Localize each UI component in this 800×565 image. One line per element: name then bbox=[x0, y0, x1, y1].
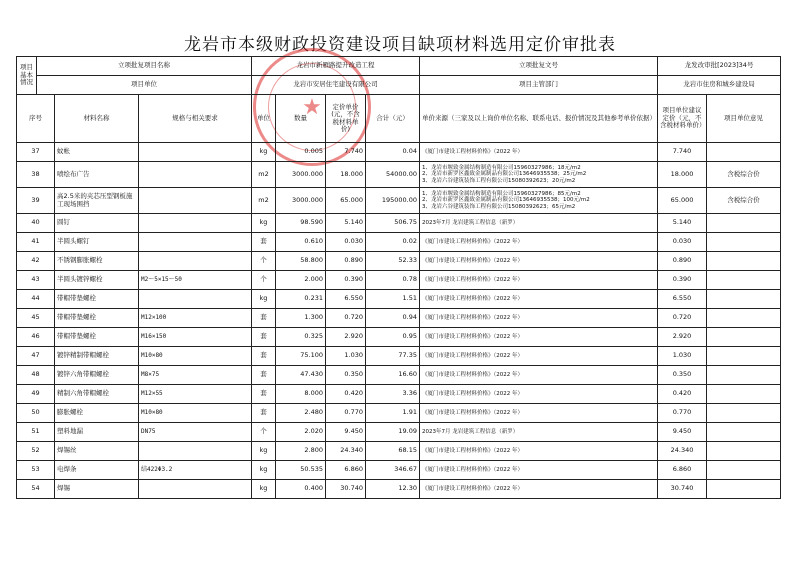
cell-spec: DN75 bbox=[139, 423, 252, 442]
cell-material-name: 带帽带垫螺栓 bbox=[55, 290, 139, 309]
source-line: 《厦门市建设工程材料价格》（2022 年） bbox=[422, 485, 523, 492]
cell-unit: 套 bbox=[252, 385, 276, 404]
cell-remark bbox=[707, 404, 781, 423]
cell-remark: 含税综合价 bbox=[707, 188, 781, 214]
cell-unit-price: 6.860 bbox=[326, 461, 366, 480]
cell-source bbox=[420, 252, 658, 271]
cell-seq: 51 bbox=[17, 423, 55, 442]
cell-seq: 53 bbox=[17, 461, 55, 480]
project-name-label: 立项批复项目名称 bbox=[37, 57, 252, 76]
cell-total: 1.91 bbox=[366, 404, 420, 423]
table-row bbox=[17, 271, 781, 290]
cell-unit: kg bbox=[252, 442, 276, 461]
source-line: 《厦门市建设工程材料价格》（2022 年） bbox=[422, 409, 523, 416]
cell-seq: 54 bbox=[17, 480, 55, 499]
table-row bbox=[17, 328, 781, 347]
cell-material-name: 半圆头螺钉 bbox=[55, 233, 139, 252]
cell-material-name: 带帽带垫螺栓 bbox=[55, 309, 139, 328]
cell-remark: 含税综合价 bbox=[707, 162, 781, 188]
cell-total: 0.94 bbox=[366, 309, 420, 328]
cell-source bbox=[420, 347, 658, 366]
source-line: 2023年7月 龙岩建筑工程信息（新罗） bbox=[422, 428, 519, 435]
cell-unit-price: 0.350 bbox=[326, 366, 366, 385]
cell-source bbox=[420, 271, 658, 290]
cell-approved-price: 18.000 bbox=[658, 162, 707, 188]
cell-total: 0.95 bbox=[366, 328, 420, 347]
material-rows bbox=[17, 143, 781, 499]
cell-qty: 2.020 bbox=[276, 423, 326, 442]
table-row bbox=[17, 143, 781, 162]
cell-source bbox=[420, 366, 658, 385]
cell-unit: 套 bbox=[252, 233, 276, 252]
cell-seq: 42 bbox=[17, 252, 55, 271]
cell-remark bbox=[707, 290, 781, 309]
cell-seq: 38 bbox=[17, 162, 55, 188]
cell-material-name: 镀锌六角带帽螺栓 bbox=[55, 366, 139, 385]
source-line: 3、龙岩六谷建筑装饰工程有限公司15080392623；20元/m2 bbox=[422, 177, 576, 184]
project-unit-value: 龙岩市安居住宅建设有限公司 bbox=[252, 76, 420, 95]
cell-remark bbox=[707, 385, 781, 404]
col-unit-price: 定价单价(元，不含税材料单价) bbox=[326, 95, 366, 143]
cell-remark bbox=[707, 347, 781, 366]
cell-unit-price: 0.030 bbox=[326, 233, 366, 252]
cell-approved-price: 30.740 bbox=[658, 480, 707, 499]
source-line: 《厦门市建设工程材料价格》（2022 年） bbox=[422, 238, 523, 245]
cell-approved-price: 5.140 bbox=[658, 214, 707, 233]
cell-material-name: 膨胀螺栓 bbox=[55, 404, 139, 423]
cell-unit: 个 bbox=[252, 271, 276, 290]
cell-source bbox=[420, 143, 658, 162]
cell-source bbox=[420, 162, 658, 188]
cell-approved-price: 0.890 bbox=[658, 252, 707, 271]
cell-total: 346.67 bbox=[366, 461, 420, 480]
source-line: 《厦门市建设工程材料价格》（2022 年） bbox=[422, 466, 523, 473]
cell-approved-price: 0.770 bbox=[658, 404, 707, 423]
cell-total: 195000.00 bbox=[366, 188, 420, 214]
cell-spec: M10×80 bbox=[139, 404, 252, 423]
cell-seq: 47 bbox=[17, 347, 55, 366]
cell-qty: 47.430 bbox=[276, 366, 326, 385]
cell-total: 16.60 bbox=[366, 366, 420, 385]
cell-unit-price: 0.720 bbox=[326, 309, 366, 328]
source-line: 《厦门市建设工程材料价格》（2022 年） bbox=[422, 257, 523, 264]
approval-no-value: 龙发改审批[2023]34号 bbox=[658, 57, 781, 76]
cell-spec bbox=[139, 214, 252, 233]
cell-unit: 套 bbox=[252, 309, 276, 328]
cell-seq: 44 bbox=[17, 290, 55, 309]
table-row bbox=[17, 233, 781, 252]
cell-total: 3.36 bbox=[366, 385, 420, 404]
cell-approved-price: 0.390 bbox=[658, 271, 707, 290]
cell-remark bbox=[707, 252, 781, 271]
cell-source bbox=[420, 461, 658, 480]
column-header-row bbox=[17, 95, 781, 143]
table-row bbox=[17, 423, 781, 442]
table-row bbox=[17, 188, 781, 214]
table-row bbox=[17, 162, 781, 188]
source-line: 2、龙岩市新罗区鑫致金属制品有限公司13646935538；100元/m2 bbox=[422, 197, 590, 204]
cell-spec bbox=[139, 143, 252, 162]
cell-unit-price: 5.140 bbox=[326, 214, 366, 233]
cell-total: 19.09 bbox=[366, 423, 420, 442]
cell-source bbox=[420, 290, 658, 309]
table-row bbox=[17, 252, 781, 271]
table-row bbox=[17, 404, 781, 423]
cell-material-name: 蚊帐 bbox=[55, 143, 139, 162]
cell-material-name: 不锈钢膨胀螺栓 bbox=[55, 252, 139, 271]
cell-qty: 8.000 bbox=[276, 385, 326, 404]
cell-spec bbox=[139, 162, 252, 188]
header-row-project-unit bbox=[17, 76, 781, 95]
cell-approved-price: 1.030 bbox=[658, 347, 707, 366]
cell-unit: m2 bbox=[252, 162, 276, 188]
source-line: 3、龙岩六谷建筑装饰工程有限公司15080392623；65元/m2 bbox=[422, 203, 576, 210]
cell-remark bbox=[707, 461, 781, 480]
cell-approved-price: 6.550 bbox=[658, 290, 707, 309]
cell-spec: M10×80 bbox=[139, 347, 252, 366]
cell-unit-price: 65.000 bbox=[326, 188, 366, 214]
cell-source bbox=[420, 423, 658, 442]
source-line: 2023年7月 龙岩建筑工程信息（新罗） bbox=[422, 219, 519, 226]
cell-spec: M12×55 bbox=[139, 385, 252, 404]
cell-material-name: 高2.5米的夹芯压型钢板施工现场围挡 bbox=[55, 188, 139, 214]
cell-spec: M12×100 bbox=[139, 309, 252, 328]
cell-unit: 套 bbox=[252, 404, 276, 423]
cell-approved-price: 2.920 bbox=[658, 328, 707, 347]
cell-qty: 2.800 bbox=[276, 442, 326, 461]
cell-total: 0.02 bbox=[366, 233, 420, 252]
table-row bbox=[17, 385, 781, 404]
cell-total: 1.51 bbox=[366, 290, 420, 309]
cell-spec bbox=[139, 233, 252, 252]
project-name-value: 龙岩市新雁路提升改造工程 bbox=[252, 57, 420, 76]
cell-remark bbox=[707, 143, 781, 162]
col-seq: 序号 bbox=[17, 95, 55, 143]
cell-unit: 套 bbox=[252, 347, 276, 366]
cell-qty: 58.800 bbox=[276, 252, 326, 271]
source-line: 《厦门市建设工程材料价格》（2022 年） bbox=[422, 314, 523, 321]
cell-spec bbox=[139, 290, 252, 309]
col-total: 合计（元） bbox=[366, 95, 420, 143]
cell-seq: 52 bbox=[17, 442, 55, 461]
project-unit-label: 项目单位 bbox=[37, 76, 252, 95]
cell-unit-price: 30.740 bbox=[326, 480, 366, 499]
source-line: 2、龙岩市新罗区鑫致金属制品有限公司13646935538；25元/m2 bbox=[422, 171, 587, 178]
source-line: 《厦门市建设工程材料价格》（2022 年） bbox=[422, 371, 523, 378]
cell-material-name: 镀锌精制带帽螺栓 bbox=[55, 347, 139, 366]
cell-unit: kg bbox=[252, 143, 276, 162]
cell-unit-price: 0.770 bbox=[326, 404, 366, 423]
col-name: 材料名称 bbox=[55, 95, 139, 143]
table-row bbox=[17, 480, 781, 499]
cell-unit: m2 bbox=[252, 188, 276, 214]
cell-spec bbox=[139, 252, 252, 271]
cell-remark bbox=[707, 271, 781, 290]
official-seal-stamp: ★ bbox=[253, 48, 371, 166]
cell-total: 0.04 bbox=[366, 143, 420, 162]
cell-unit-price: 24.340 bbox=[326, 442, 366, 461]
approval-no-label: 立项批复文号 bbox=[420, 57, 658, 76]
cell-spec: M8×75 bbox=[139, 366, 252, 385]
cell-qty: 2.000 bbox=[276, 271, 326, 290]
source-line: 《厦门市建设工程材料价格》（2022 年） bbox=[422, 447, 523, 454]
cell-qty: 0.231 bbox=[276, 290, 326, 309]
cell-material-name: 精制六角带帽螺栓 bbox=[55, 385, 139, 404]
cell-source bbox=[420, 309, 658, 328]
cell-approved-price: 0.420 bbox=[658, 385, 707, 404]
source-line: 《厦门市建设工程材料价格》（2022 年） bbox=[422, 352, 523, 359]
cell-unit: kg bbox=[252, 290, 276, 309]
cell-unit-price: 2.920 bbox=[326, 328, 366, 347]
cell-remark bbox=[707, 480, 781, 499]
cell-unit-price: 7.740 bbox=[326, 143, 366, 162]
cell-remark bbox=[707, 233, 781, 252]
cell-unit: 套 bbox=[252, 366, 276, 385]
cell-unit-price: 6.550 bbox=[326, 290, 366, 309]
table-row bbox=[17, 461, 781, 480]
cell-total: 0.78 bbox=[366, 271, 420, 290]
cell-approved-price: 0.350 bbox=[658, 366, 707, 385]
cell-approved-price: 24.340 bbox=[658, 442, 707, 461]
cell-qty: 3000.000 bbox=[276, 188, 326, 214]
cell-remark bbox=[707, 366, 781, 385]
cell-unit-price: 0.420 bbox=[326, 385, 366, 404]
cell-qty: 0.610 bbox=[276, 233, 326, 252]
cell-spec bbox=[139, 188, 252, 214]
cell-spec: M16×150 bbox=[139, 328, 252, 347]
cell-seq: 43 bbox=[17, 271, 55, 290]
cell-unit-price: 0.890 bbox=[326, 252, 366, 271]
cell-spec bbox=[139, 442, 252, 461]
cell-unit: kg bbox=[252, 461, 276, 480]
cell-total: 77.35 bbox=[366, 347, 420, 366]
cell-remark bbox=[707, 214, 781, 233]
table-row bbox=[17, 214, 781, 233]
cell-qty: 98.590 bbox=[276, 214, 326, 233]
cell-qty: 0.325 bbox=[276, 328, 326, 347]
cell-source bbox=[420, 404, 658, 423]
cell-unit-price: 0.390 bbox=[326, 271, 366, 290]
source-line: 《厦门市建设工程材料价格》（2022 年） bbox=[422, 148, 523, 155]
cell-seq: 45 bbox=[17, 309, 55, 328]
cell-total: 52.33 bbox=[366, 252, 420, 271]
cell-source bbox=[420, 214, 658, 233]
cell-remark bbox=[707, 309, 781, 328]
cell-material-name: 焊锡丝 bbox=[55, 442, 139, 461]
cell-spec: 结422Φ3.2 bbox=[139, 461, 252, 480]
header-row-project-name bbox=[17, 57, 781, 76]
cell-source bbox=[420, 188, 658, 214]
cell-qty: 0.005 bbox=[276, 143, 326, 162]
cell-remark bbox=[707, 423, 781, 442]
col-remark: 项目单位意见 bbox=[707, 95, 781, 143]
cell-approved-price: 6.860 bbox=[658, 461, 707, 480]
cell-source bbox=[420, 442, 658, 461]
cell-unit-price: 9.450 bbox=[326, 423, 366, 442]
cell-unit-price: 18.000 bbox=[326, 162, 366, 188]
cell-qty: 0.400 bbox=[276, 480, 326, 499]
cell-qty: 50.535 bbox=[276, 461, 326, 480]
cell-total: 54000.00 bbox=[366, 162, 420, 188]
table-row bbox=[17, 347, 781, 366]
cell-material-name: 喷绘布广告 bbox=[55, 162, 139, 188]
authority-label: 项目主管部门 bbox=[420, 76, 658, 95]
cell-material-name: 焊锡 bbox=[55, 480, 139, 499]
cell-seq: 48 bbox=[17, 366, 55, 385]
cell-approved-price: 9.450 bbox=[658, 423, 707, 442]
col-spec: 规格与相关要求 bbox=[139, 95, 252, 143]
source-line: 《厦门市建设工程材料价格》（2022 年） bbox=[422, 276, 523, 283]
cell-seq: 39 bbox=[17, 188, 55, 214]
source-line: 《厦门市建设工程材料价格》（2022 年） bbox=[422, 295, 523, 302]
cell-source bbox=[420, 233, 658, 252]
table-row bbox=[17, 309, 781, 328]
cell-approved-price: 0.030 bbox=[658, 233, 707, 252]
cell-qty: 3000.000 bbox=[276, 162, 326, 188]
cell-unit: kg bbox=[252, 214, 276, 233]
cell-seq: 49 bbox=[17, 385, 55, 404]
cell-total: 12.30 bbox=[366, 480, 420, 499]
cell-spec bbox=[139, 480, 252, 499]
cell-material-name: 塑料地漏 bbox=[55, 423, 139, 442]
col-unit: 单位 bbox=[252, 95, 276, 143]
cell-qty: 75.100 bbox=[276, 347, 326, 366]
authority-value: 龙岩市住房和城乡建设局 bbox=[658, 76, 781, 95]
source-line: 《厦门市建设工程材料价格》（2022 年） bbox=[422, 390, 523, 397]
project-info-label: 项目基本情况 bbox=[17, 57, 37, 95]
approval-table bbox=[16, 56, 781, 499]
cell-total: 68.15 bbox=[366, 442, 420, 461]
cell-material-name: 电焊条 bbox=[55, 461, 139, 480]
col-approved-price: 项目单位建议定价（元，不含税材料单价） bbox=[658, 95, 707, 143]
source-line: 《厦门市建设工程材料价格》（2022 年） bbox=[422, 333, 523, 340]
cell-unit: 个 bbox=[252, 252, 276, 271]
page-title: 龙岩市本级财政投资建设项目缺项材料选用定价审批表 bbox=[184, 35, 616, 55]
cell-source bbox=[420, 480, 658, 499]
col-qty: 数量 bbox=[276, 95, 326, 143]
cell-material-name: 带帽带垫螺栓 bbox=[55, 328, 139, 347]
cell-spec: M2～5×15～50 bbox=[139, 271, 252, 290]
cell-unit: kg bbox=[252, 480, 276, 499]
cell-approved-price: 0.720 bbox=[658, 309, 707, 328]
source-line: 1、龙岩市堰致金属结构制造有限公司15960327986；85元/m2 bbox=[422, 190, 581, 197]
table-row bbox=[17, 442, 781, 461]
cell-unit-price: 1.030 bbox=[326, 347, 366, 366]
cell-source bbox=[420, 328, 658, 347]
col-source: 单价来源（三家及以上询价单位名称、联系电话、报价情况及其他参考单价依据） bbox=[420, 95, 658, 143]
cell-seq: 46 bbox=[17, 328, 55, 347]
table-row bbox=[17, 366, 781, 385]
cell-seq: 50 bbox=[17, 404, 55, 423]
table-row bbox=[17, 290, 781, 309]
cell-total: 506.75 bbox=[366, 214, 420, 233]
cell-source bbox=[420, 385, 658, 404]
source-line: 1、龙岩市堰致金属结构制造有限公司15960327986；18元/m2 bbox=[422, 164, 581, 171]
cell-unit: 个 bbox=[252, 423, 276, 442]
cell-approved-price: 65.000 bbox=[658, 188, 707, 214]
cell-qty: 2.480 bbox=[276, 404, 326, 423]
cell-material-name: 半圆头镀锌螺栓 bbox=[55, 271, 139, 290]
cell-seq: 40 bbox=[17, 214, 55, 233]
cell-unit: 套 bbox=[252, 328, 276, 347]
cell-approved-price: 7.740 bbox=[658, 143, 707, 162]
cell-seq: 41 bbox=[17, 233, 55, 252]
cell-qty: 1.300 bbox=[276, 309, 326, 328]
cell-material-name: 圆钉 bbox=[55, 214, 139, 233]
cell-remark bbox=[707, 442, 781, 461]
cell-seq: 37 bbox=[17, 143, 55, 162]
cell-remark bbox=[707, 328, 781, 347]
